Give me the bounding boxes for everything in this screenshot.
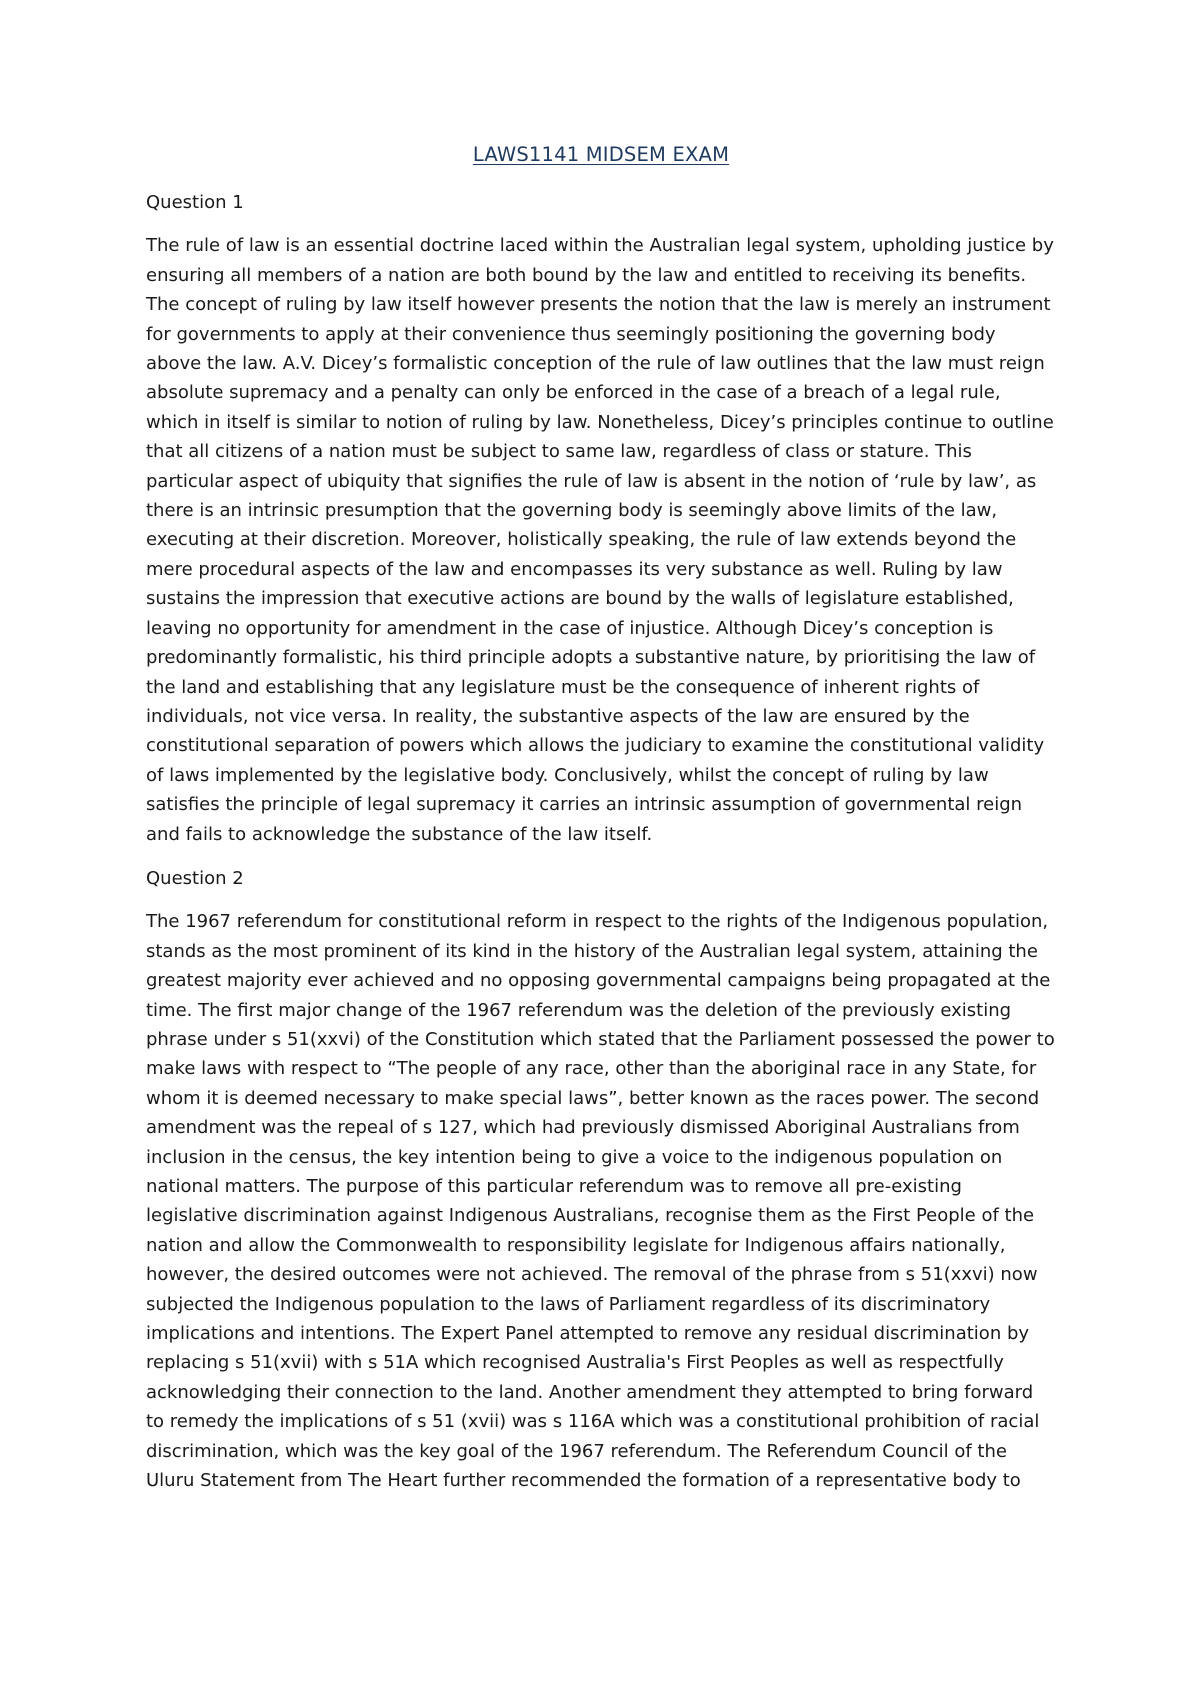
- question-1-section: [146, 188, 1056, 849]
- document-content: [146, 143, 1056, 1510]
- question-2-body: The 1967 referendum for constitutional reform in respect to the rights of the Indigenous population, stands as the most prominent of its kind in the history of the Australian legal system, attaining the greatest majority ever achieved and no opposing governmental campaigns being propagated at the time. The first major change of the 1967 referendum was the deletion of the previously existing phrase under s 51(xxvi) of the Constitution which stated that the Parliament possessed the power to make laws with respect to “The people of any race, other than the aboriginal race in any State, for whom it is deemed necessary to make special laws”, better known as the races power. The second amendment was the repeal of s 127, which had previously dismissed Aboriginal Australians from inclusion in the census, the key intention being to give a voice to the indigenous population on national matters. The purpose of this particular referendum was to remove all pre-existing legislative discrimination against Indigenous Australians, recognise them as the First People of the nation and allow the Commonwealth to responsibility legislate for Indigenous affairs nationally, however, the desired outcomes were not achieved. The removal of the phrase from s 51(xxvi) now subjected the Indigenous population to the laws of Parliament regardless of its discriminatory implications and intentions. The Expert Panel attempted to remove any residual discrimination by replacing s 51(xvii) with s 51A which recognised Australia's First Peoples as well as respectfully acknowledging their connection to the land. Another amendment they attempted to bring forward to remedy the implications of s 51 (xvii) was s 116A which was a constitutional prohibition of racial discrimination, which was the key goal of the 1967 referendum. The Referendum Council of the Uluru Statement from The Heart further recommended the formation of a representative body to: [146, 911, 1055, 1492]
- question-2-section: [146, 864, 1056, 1496]
- question-1-body: The rule of law is an essential doctrine laced within the Australian legal system, upholding justice by ensuring all members of a nation are both bound by the law and entitled to receiving its benefits. The concept of ruling by law itself however presents the notion that the law is merely an instrument for governments to apply at their convenience thus seemingly positioning the governing body above the law. A.V. Dicey’s formalistic conception of the rule of law outlines that the law must reign absolute supremacy and a penalty can only be enforced in the case of a breach of a legal rule, which in itself is similar to notion of ruling by law. Nonetheless, Dicey’s principles continue to outline that all citizens of a nation must be subject to same law, regardless of class or stature. This particular aspect of ubiquity that signifies the rule of law is absent in the notion of ‘rule by law’, as there is an intrinsic presumption that the governing body is seemingly above limits of the law, executing at their discretion. Moreover, holistically speaking, the rule of law extends beyond the mere procedural aspects of the law and encompasses its very substance as well. Ruling by law sustains the impression that executive actions are bound by the walls of legislature established, leaving no opportunity for amendment in the case of injustice. Although Dicey’s conception is predominantly formalistic, his third principle adopts a substantive nature, by prioritising the law of the land and establishing that any legislature must be the consequence of inherent rights of individuals, not vice versa. In reality, the substantive aspects of the law are ensured by the constitutional separation of powers which allows the judiciary to examine the constitutional validity of laws implemented by the legislative body. Conclusively, whilst the concept of ruling by law satisfies the principle of legal supremacy it carries an intrinsic assumption of governmental reign and fails to acknowledge the substance of the law itself.: [146, 235, 1054, 845]
- document-title: LAWS1141 MIDSEM EXAM: [472, 143, 730, 166]
- question-2-heading: Question 2: [146, 867, 244, 889]
- question-1-heading: Question 1: [146, 192, 244, 213]
